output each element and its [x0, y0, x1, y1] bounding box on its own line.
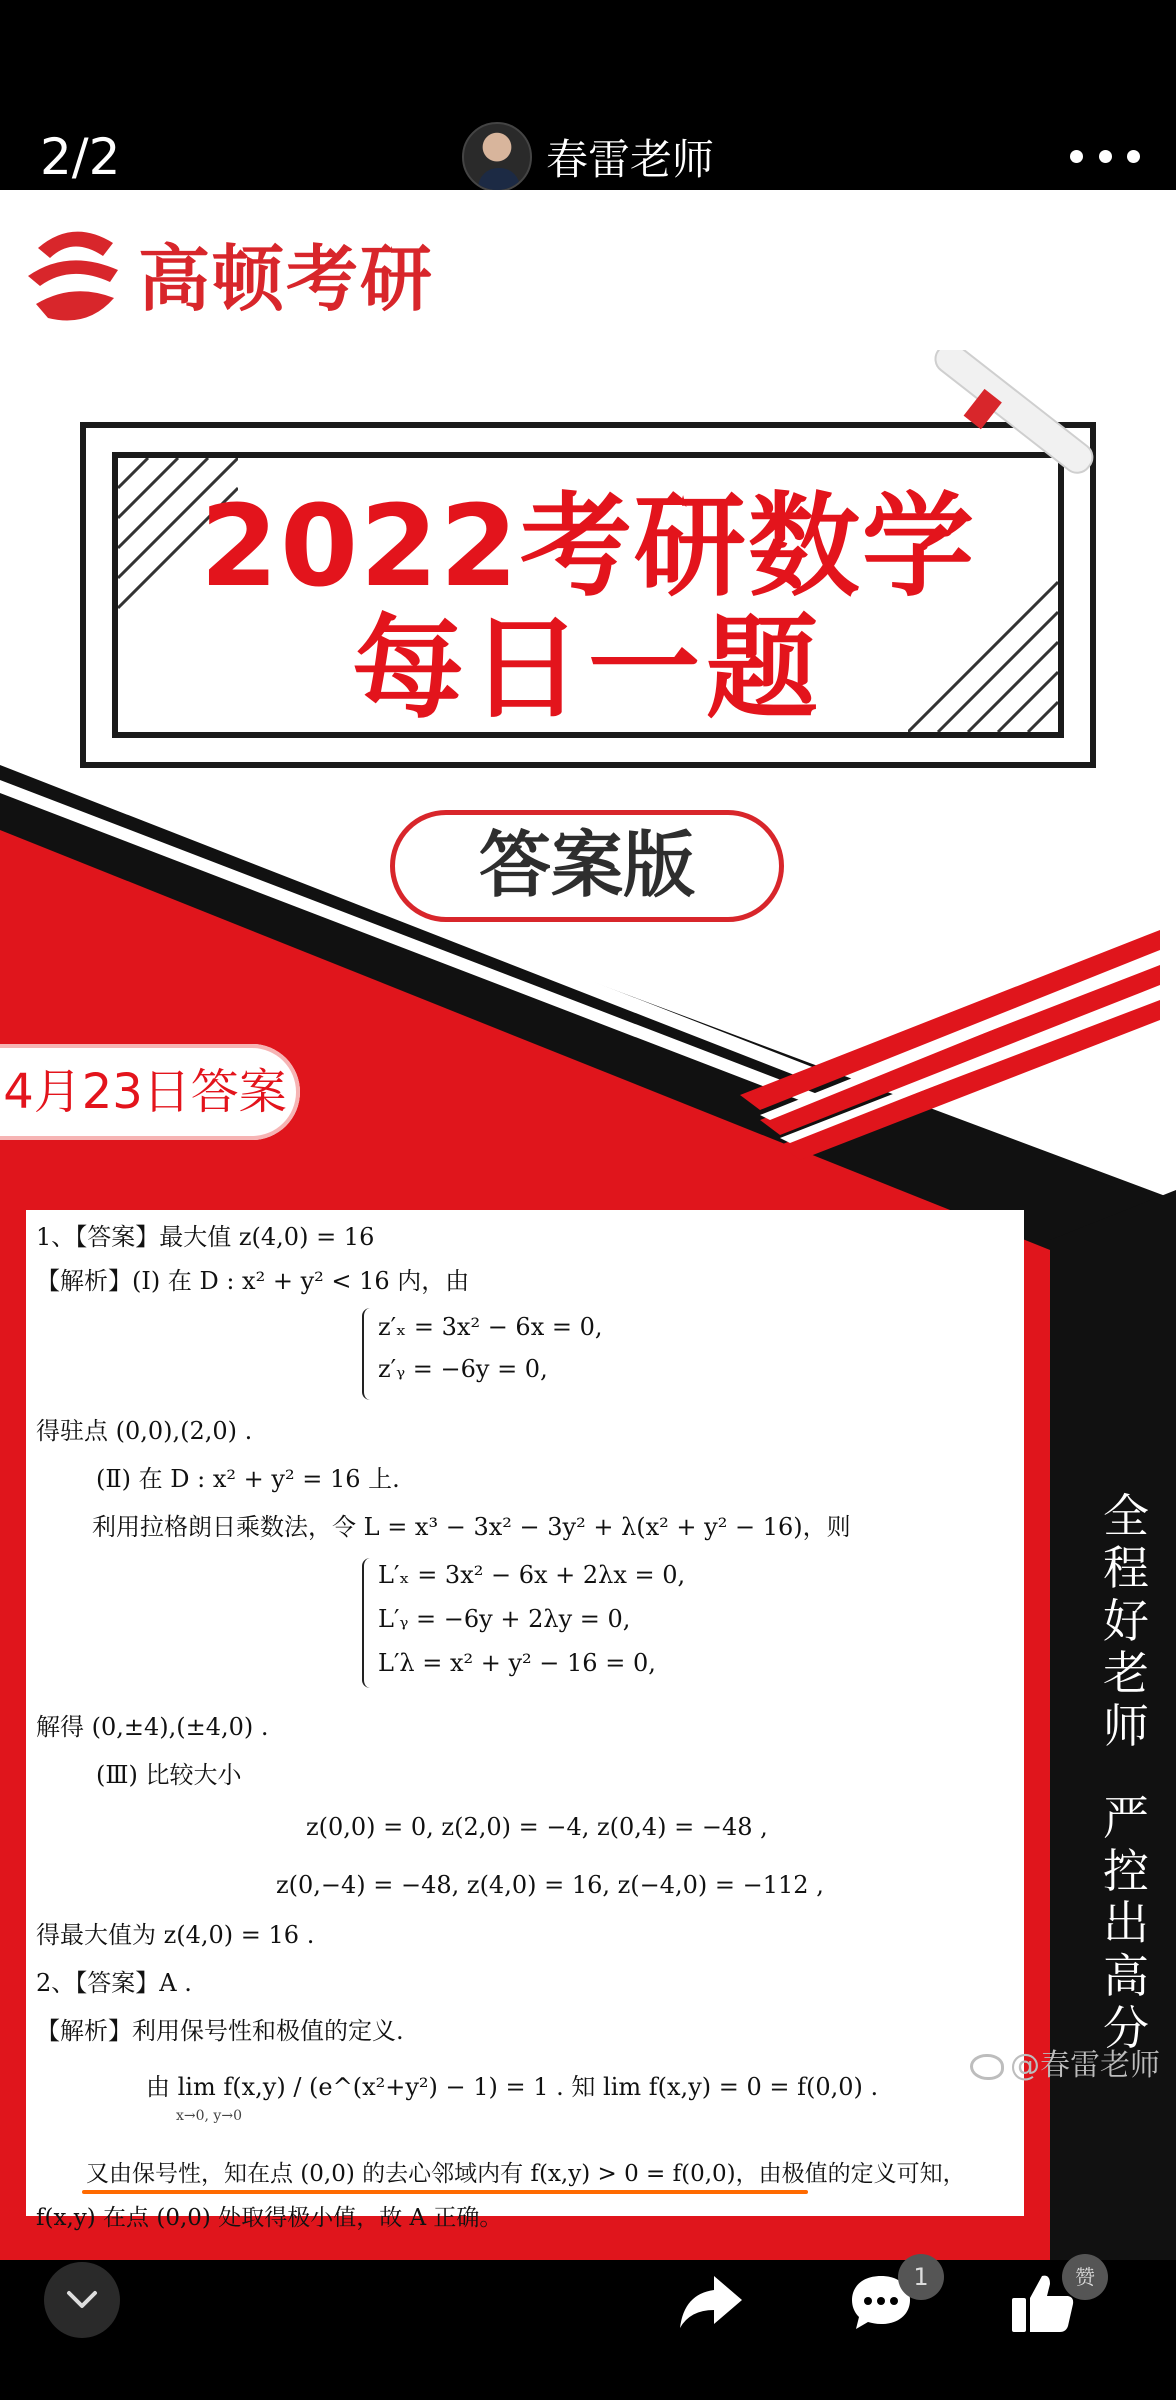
- poster-title-line-2: 每日一题: [352, 604, 824, 734]
- answer-line: (Ⅱ) 在 D : x² + y² = 16 上.: [96, 1465, 400, 1493]
- like-label-badge: 赞: [1062, 2254, 1108, 2300]
- brand-name: 高顿考研: [138, 237, 435, 321]
- highlight-underline: [82, 2190, 808, 2194]
- slogan-char: 严: [1103, 1791, 1149, 1846]
- answer-line: 得最大值为 z(4,0) = 16 .: [36, 1921, 315, 1949]
- answer-line: 2、【答案】A .: [36, 1969, 192, 1997]
- slogan-char: 全: [1103, 1489, 1149, 1543]
- answer-line: 利用拉格朗日乘数法，令 L = x³ − 3x² − 3y² + λ(x² + y² − 16)，则: [92, 1513, 851, 1541]
- answer-line: z(0,0) = 0, z(2,0) = −4, z(0,4) = −48 ,: [306, 1813, 768, 1841]
- poster-title-line-1: 2022考研数学: [200, 482, 976, 612]
- bottom-bar: [0, 2260, 1176, 2400]
- page-counter: 2/2: [40, 128, 121, 186]
- more-dots-icon[interactable]: [1070, 150, 1140, 164]
- answer-line: 又由保号性，知在点 (0,0) 的去心邻域内有 f(x,y) > 0 = f(0,0)，由极值的定义可知，: [86, 2161, 966, 2187]
- answer-line: z(0,−4) = −48, z(4,0) = 16, z(−4,0) = −112 ,: [276, 1871, 824, 1899]
- brace: [362, 1308, 374, 1400]
- answer-line: 由 lim f(x,y) / (e^(x²+y²) − 1) = 1 . 知 lim f(x,y) = 0 = f(0,0) .: [146, 2073, 879, 2101]
- watermark-text: @春雷老师: [1010, 2048, 1160, 2083]
- answer-line: 1、【答案】最大值 z(4,0) = 16: [36, 1223, 375, 1251]
- collapse-button[interactable]: [44, 2262, 120, 2338]
- slogan-char: 控: [1103, 1843, 1149, 1898]
- share-arrow-icon: [678, 2272, 744, 2332]
- slogan-char: 分: [1103, 2000, 1149, 2055]
- answer-line: z′ₓ = 3x² − 6x = 0,: [378, 1313, 603, 1341]
- answer-line: 得驻点 (0,0),(2,0) .: [36, 1417, 253, 1445]
- slogan-char: 程: [1103, 1541, 1149, 1596]
- slogan-gap: [1096, 1752, 1156, 1792]
- poster-image[interactable]: [0, 190, 1176, 2260]
- answer-card: [26, 1210, 1024, 2231]
- weibo-icon: [970, 2054, 1004, 2080]
- brand: [18, 218, 434, 328]
- answer-line: z′ᵧ = −6y = 0,: [378, 1355, 548, 1383]
- answer-line: 解得 (0,±4),(±4,0) .: [36, 1713, 269, 1741]
- share-button[interactable]: [678, 2272, 744, 2336]
- slogan-char: 师: [1103, 1698, 1149, 1753]
- slogan-char: 出: [1103, 1896, 1149, 1951]
- slogan-char: 高: [1103, 1948, 1149, 2003]
- answer-line: (Ⅲ) 比较大小: [96, 1761, 242, 1789]
- brace: [362, 1558, 374, 1688]
- author-name[interactable]: 春雷老师: [546, 135, 715, 184]
- author-info[interactable]: [462, 122, 714, 192]
- slogan-char: 老: [1103, 1646, 1149, 1701]
- answer-line: L′λ = x² + y² − 16 = 0,: [378, 1649, 656, 1677]
- top-bar: [0, 0, 1176, 190]
- limit-subscript: x→0, y→0: [176, 2108, 242, 2124]
- answer-line: 【解析】利用保号性和极值的定义.: [36, 2017, 404, 2045]
- avatar[interactable]: [462, 122, 532, 192]
- watermark: [970, 2040, 1160, 2084]
- chevron-down-icon: [65, 2289, 99, 2311]
- answer-line: L′ₓ = 3x² − 6x + 2λx = 0,: [378, 1561, 686, 1589]
- brand-logo-icon: [18, 218, 128, 328]
- answer-line: 【解析】(Ⅰ) 在 D : x² + y² < 16 内，由: [36, 1267, 470, 1295]
- comment-count-badge: 1: [898, 2254, 944, 2300]
- answer-line: L′ᵧ = −6y + 2λy = 0,: [378, 1605, 631, 1633]
- slogan-vertical: [1096, 1490, 1156, 2054]
- answer-line: f(x,y) 在点 (0,0) 处取得极小值，故 A 正确。: [36, 2205, 503, 2231]
- slogan-char: 好: [1103, 1593, 1149, 1648]
- edition-pill: 答案版: [390, 810, 784, 922]
- date-tag: 4月23日答案: [0, 1044, 300, 1140]
- scroll-icon: [910, 350, 1110, 510]
